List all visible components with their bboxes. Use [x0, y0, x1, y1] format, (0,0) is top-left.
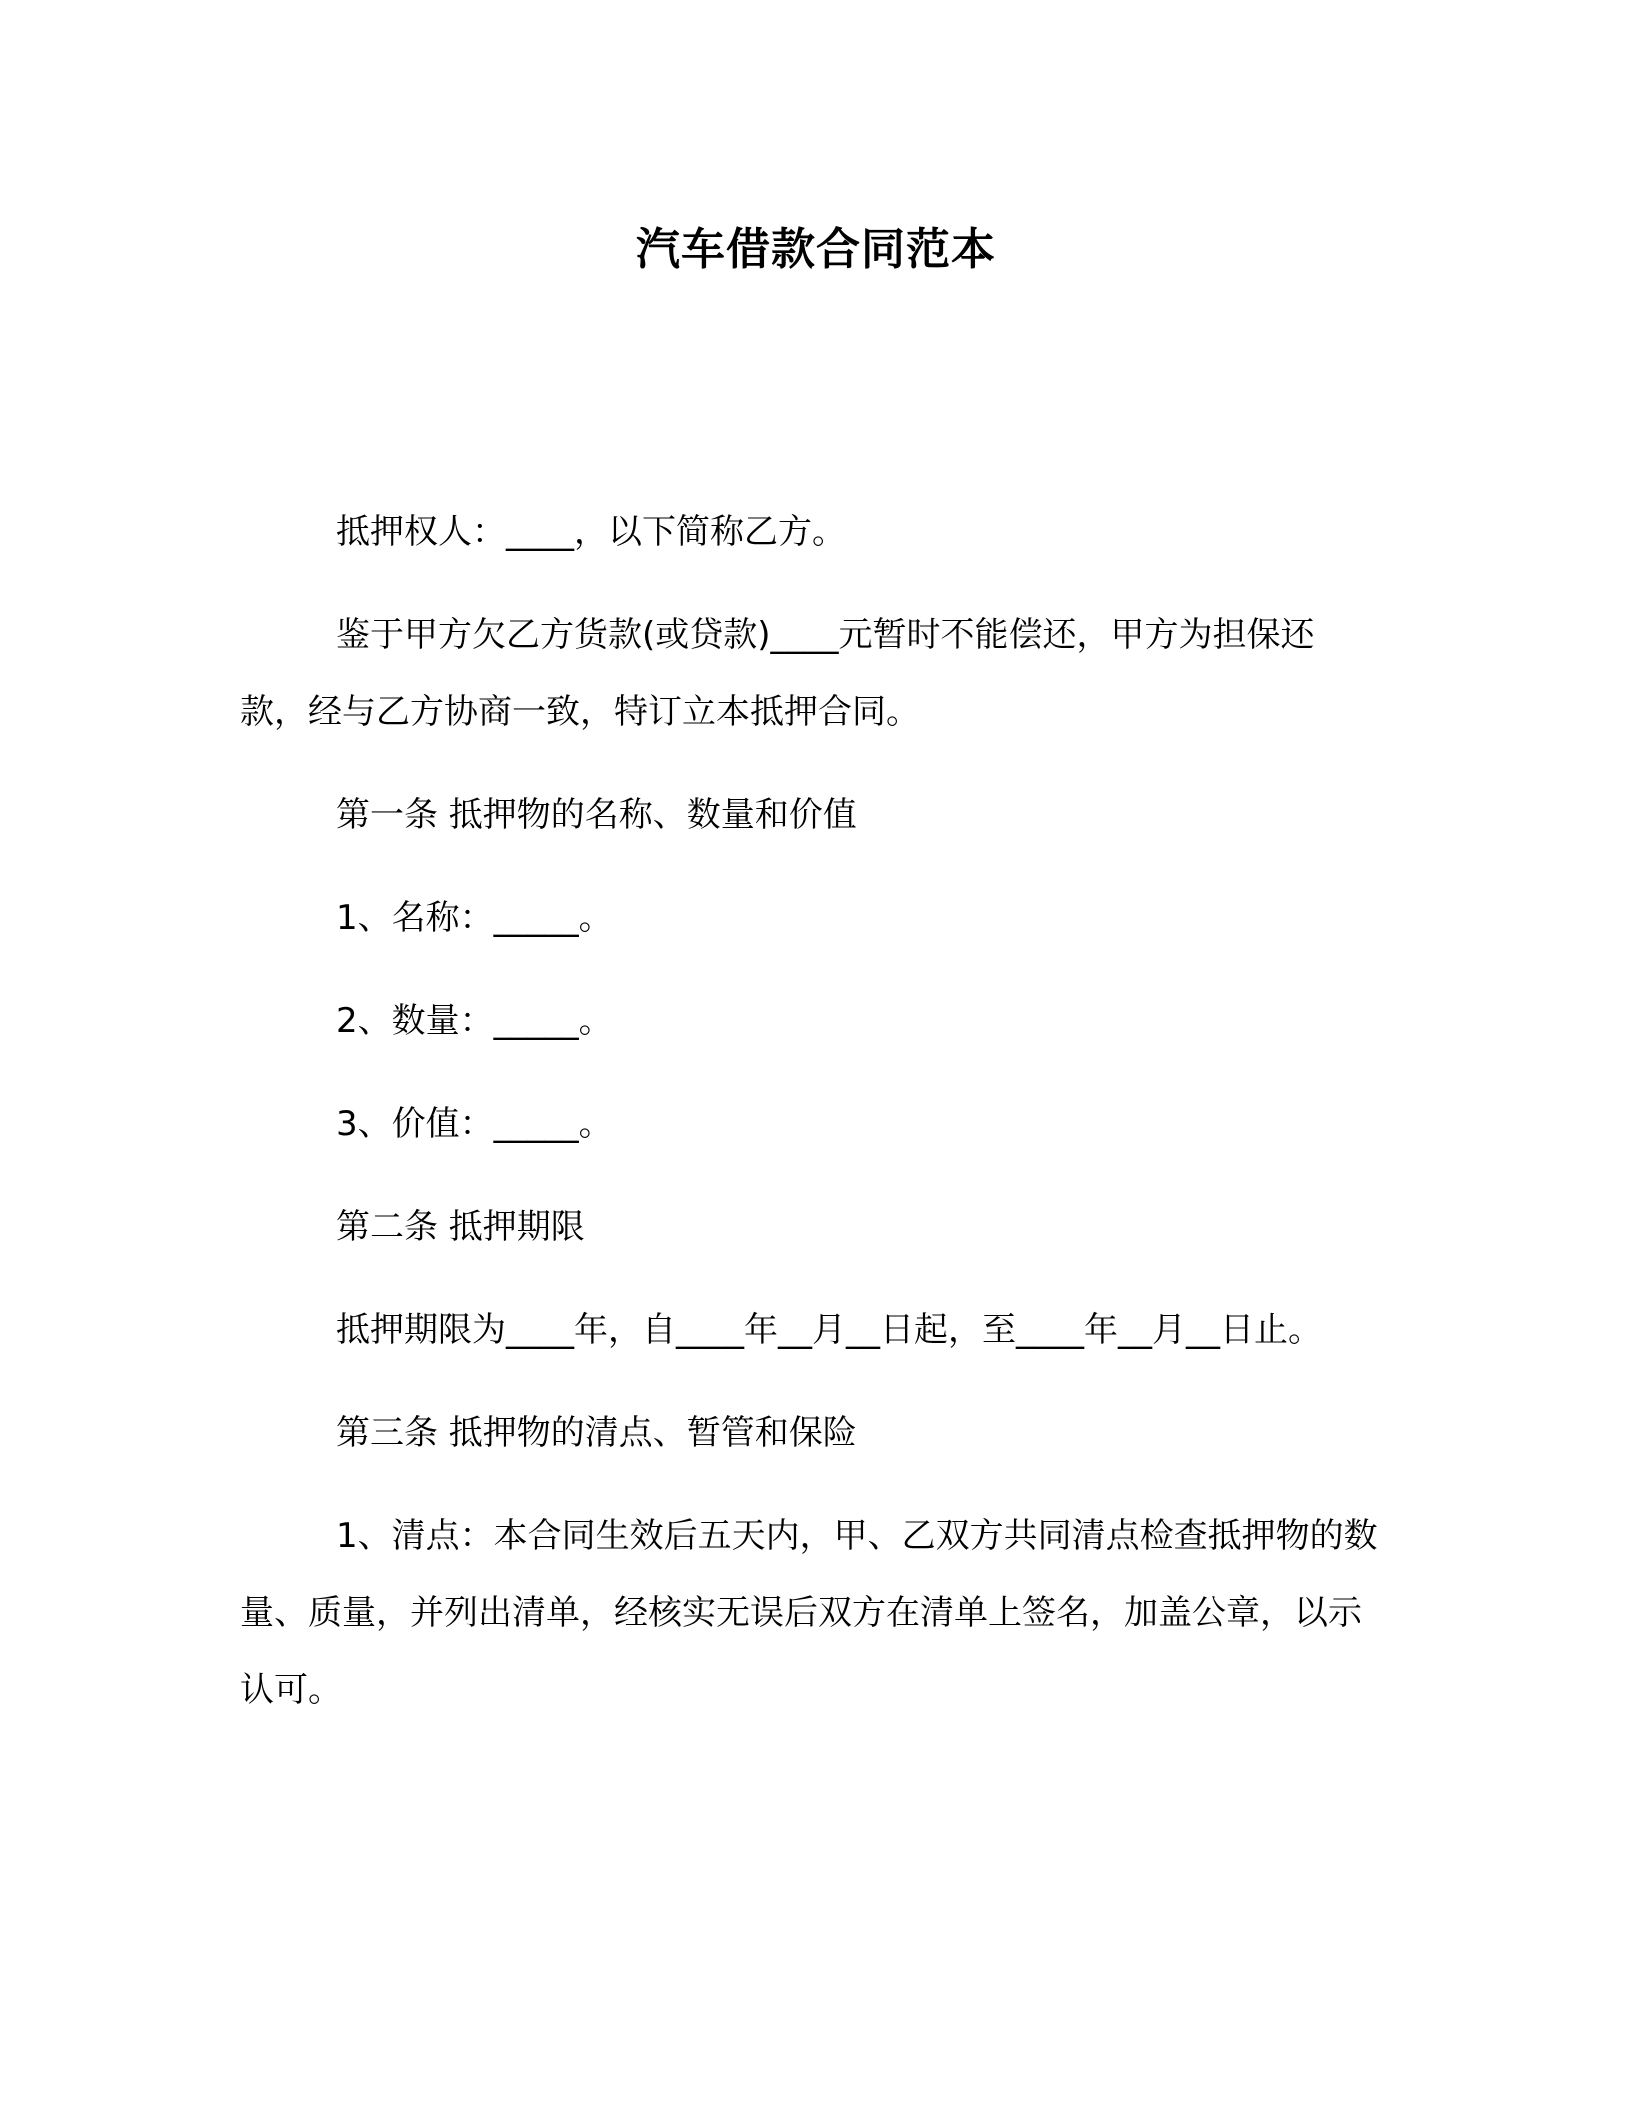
- article-2-heading: 第二条 抵押期限: [336, 1207, 585, 1247]
- article-3-heading: 第三条 抵押物的清点、暂管和保险: [336, 1413, 857, 1453]
- paragraph-preamble: 鉴于甲方欠乙方货款(或贷款)____元暂时不能偿还，甲方为担保还款，经与乙方协商一致，特订立本抵押合同。: [240, 615, 1315, 732]
- article-1-item-quantity: 2、数量：_____。: [336, 1001, 613, 1041]
- document-title: 汽车借款合同范本: [636, 224, 996, 275]
- article-1-heading: 第一条 抵押物的名称、数量和价值: [336, 795, 857, 835]
- article-3-item-inventory: 1、清点：本合同生效后五天内，甲、乙双方共同清点检查抵押物的数量、质量，并列出清单，经核实无误后双方在清单上签名，加盖公章，以示认可。: [240, 1516, 1378, 1710]
- article-1-item-name: 1、名称：_____。: [336, 898, 613, 938]
- article-1-item-value: 3、价值：_____。: [336, 1104, 613, 1144]
- article-2-term: 抵押期限为____年，自____年__月__日起，至____年__月__日止。: [336, 1310, 1322, 1350]
- document-body: [240, 494, 1380, 1755]
- paragraph-mortgagee: 抵押权人：____，以下简称乙方。: [336, 512, 846, 552]
